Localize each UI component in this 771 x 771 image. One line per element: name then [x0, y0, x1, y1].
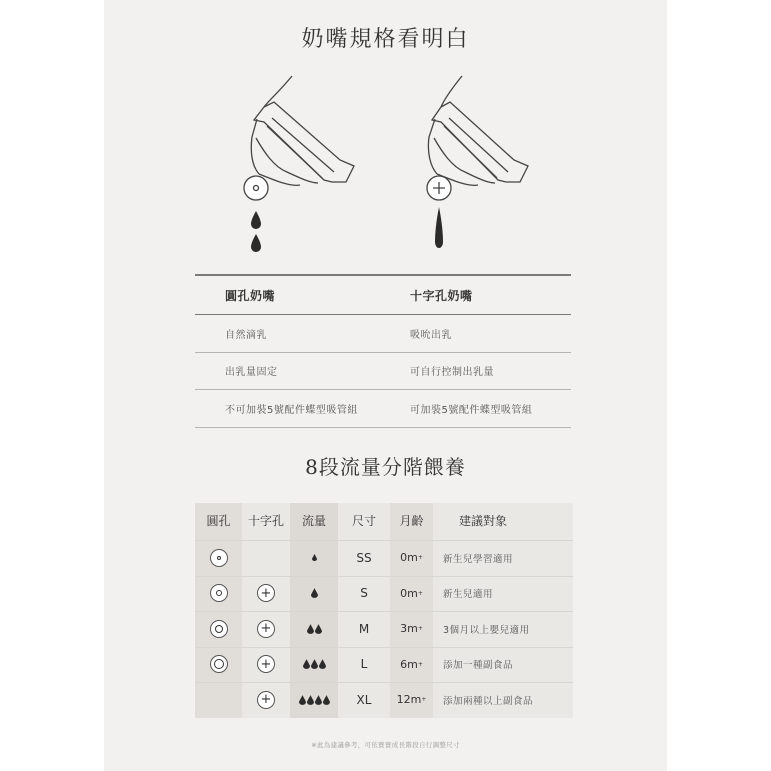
table-row — [195, 390, 571, 428]
drop-icon — [307, 695, 314, 705]
drop-icon — [319, 659, 326, 669]
plus-icon: + — [260, 585, 272, 601]
drop-shape — [312, 554, 317, 561]
drop-icon — [315, 695, 322, 705]
hole-dot-icon — [214, 659, 224, 669]
target-cell: 添加兩種以上副食品 — [443, 695, 534, 707]
cross-hole-icon — [257, 584, 275, 602]
flow-drops-cell — [290, 611, 338, 647]
cell-text: 吸吮出乳 — [410, 329, 452, 341]
drop-shape — [299, 695, 306, 705]
plus-icon: + — [260, 656, 272, 672]
cross-hole-icon — [257, 655, 275, 673]
size-cell: M — [358, 621, 370, 636]
cell-text: 出乳量固定 — [225, 367, 278, 379]
age-cell — [390, 540, 433, 576]
age-cell — [390, 611, 433, 647]
header-cross-hole: 十字孔奶嘴 — [410, 288, 473, 303]
drop-icon — [303, 659, 310, 669]
round-hole-icon — [210, 549, 228, 567]
drop-icon — [312, 554, 317, 561]
page-title: 奶嘴規格看明白 — [301, 27, 470, 52]
cross-hole-nipple-icon — [427, 76, 528, 200]
size-cell: SS — [356, 550, 372, 565]
nipple-illustration — [104, 62, 667, 262]
round-hole-cell — [195, 647, 242, 683]
round-hole-nipple-icon — [244, 76, 354, 200]
footnote: ※此為建議參考，可依寶寶成長階段自行調整尺寸 — [311, 741, 460, 749]
header-age: 月齡 — [399, 514, 424, 528]
stream-drop-icon — [435, 207, 443, 248]
target-cell: 新生兒學習適用 — [443, 553, 514, 565]
cell-text: 可自行控制出乳量 — [410, 367, 494, 379]
header-target: 建議對象 — [458, 514, 507, 528]
header-cross: 十字孔 — [247, 514, 284, 528]
section-title: 8段流量分階餵養 — [305, 455, 466, 479]
hole-dot-icon — [215, 625, 223, 633]
drop-icon — [315, 624, 322, 634]
flow-drops-cell — [290, 682, 338, 718]
flow-drops-cell — [290, 540, 338, 576]
drip-drops-icon — [251, 211, 261, 252]
drop-icon — [311, 659, 318, 669]
cell-text: 不可加裝5號配件蝶型吸管組 — [225, 404, 358, 416]
drop-icon — [307, 624, 314, 634]
cross-hole-cell — [242, 647, 290, 683]
drop-icon — [299, 695, 306, 705]
target-cell: 添加一種副食品 — [443, 660, 514, 672]
cross-hole-cell — [242, 611, 290, 647]
age-plus: + — [417, 625, 423, 633]
flow-drops-cell — [290, 576, 338, 612]
size-cell: L — [360, 657, 368, 672]
header-round: 圓孔 — [206, 514, 231, 528]
cross-hole-cell — [242, 682, 290, 718]
drop-shape — [315, 695, 322, 705]
plus-icon: + — [260, 692, 272, 708]
age-plus: + — [421, 696, 427, 704]
cross-hole-icon — [257, 691, 275, 709]
table-row — [195, 353, 571, 391]
drop-icon — [311, 588, 318, 598]
age-value: 3m — [400, 622, 418, 636]
age-value: 12m — [396, 693, 422, 707]
cross-hole-icon — [257, 620, 275, 638]
hole-dot-icon — [216, 590, 222, 596]
age-plus: + — [417, 554, 423, 562]
flow-header-row — [195, 503, 573, 540]
plus-icon: + — [260, 621, 272, 637]
size-cell: S — [360, 586, 368, 601]
age-value: 0m — [400, 586, 418, 600]
age-value: 6m — [400, 657, 418, 671]
target-cell: 3個月以上嬰兒適用 — [443, 624, 530, 636]
round-hole-cell — [195, 682, 242, 718]
age-cell — [390, 647, 433, 683]
cell-text: 自然滴乳 — [225, 329, 267, 341]
table-row — [195, 315, 571, 353]
drop-shape — [315, 624, 322, 634]
age-value: 0m — [400, 551, 418, 565]
flow-table — [195, 503, 573, 718]
comparison-header-row — [195, 274, 571, 315]
drop-shape — [311, 588, 318, 598]
age-plus: + — [417, 589, 423, 597]
age-cell — [390, 576, 433, 612]
flow-drops-cell — [290, 647, 338, 683]
round-hole-icon — [210, 655, 228, 673]
header-flow: 流量 — [301, 514, 326, 528]
round-hole-cell — [195, 540, 242, 576]
header-round-hole: 圓孔奶嘴 — [225, 288, 276, 303]
age-cell — [390, 682, 433, 718]
round-hole-cell — [195, 576, 242, 612]
round-hole-icon — [210, 584, 228, 602]
drop-icon — [323, 695, 330, 705]
target-cell: 新生兒適用 — [443, 589, 494, 601]
drop-shape — [323, 695, 330, 705]
drop-shape — [311, 659, 318, 669]
cross-hole-cell — [242, 576, 290, 612]
age-plus: + — [417, 660, 423, 668]
comparison-table — [195, 274, 571, 428]
hole-dot-icon — [217, 556, 221, 560]
round-hole-cell — [195, 611, 242, 647]
header-size: 尺寸 — [351, 514, 376, 528]
drop-shape — [303, 659, 310, 669]
drop-shape — [319, 659, 326, 669]
drop-shape — [307, 624, 314, 634]
cell-text: 可加裝5號配件蝶型吸管組 — [410, 404, 533, 416]
size-cell: XL — [356, 692, 372, 707]
drop-shape — [307, 695, 314, 705]
round-hole-icon — [210, 620, 228, 638]
content-panel — [104, 0, 667, 771]
cross-hole-cell — [242, 540, 290, 576]
